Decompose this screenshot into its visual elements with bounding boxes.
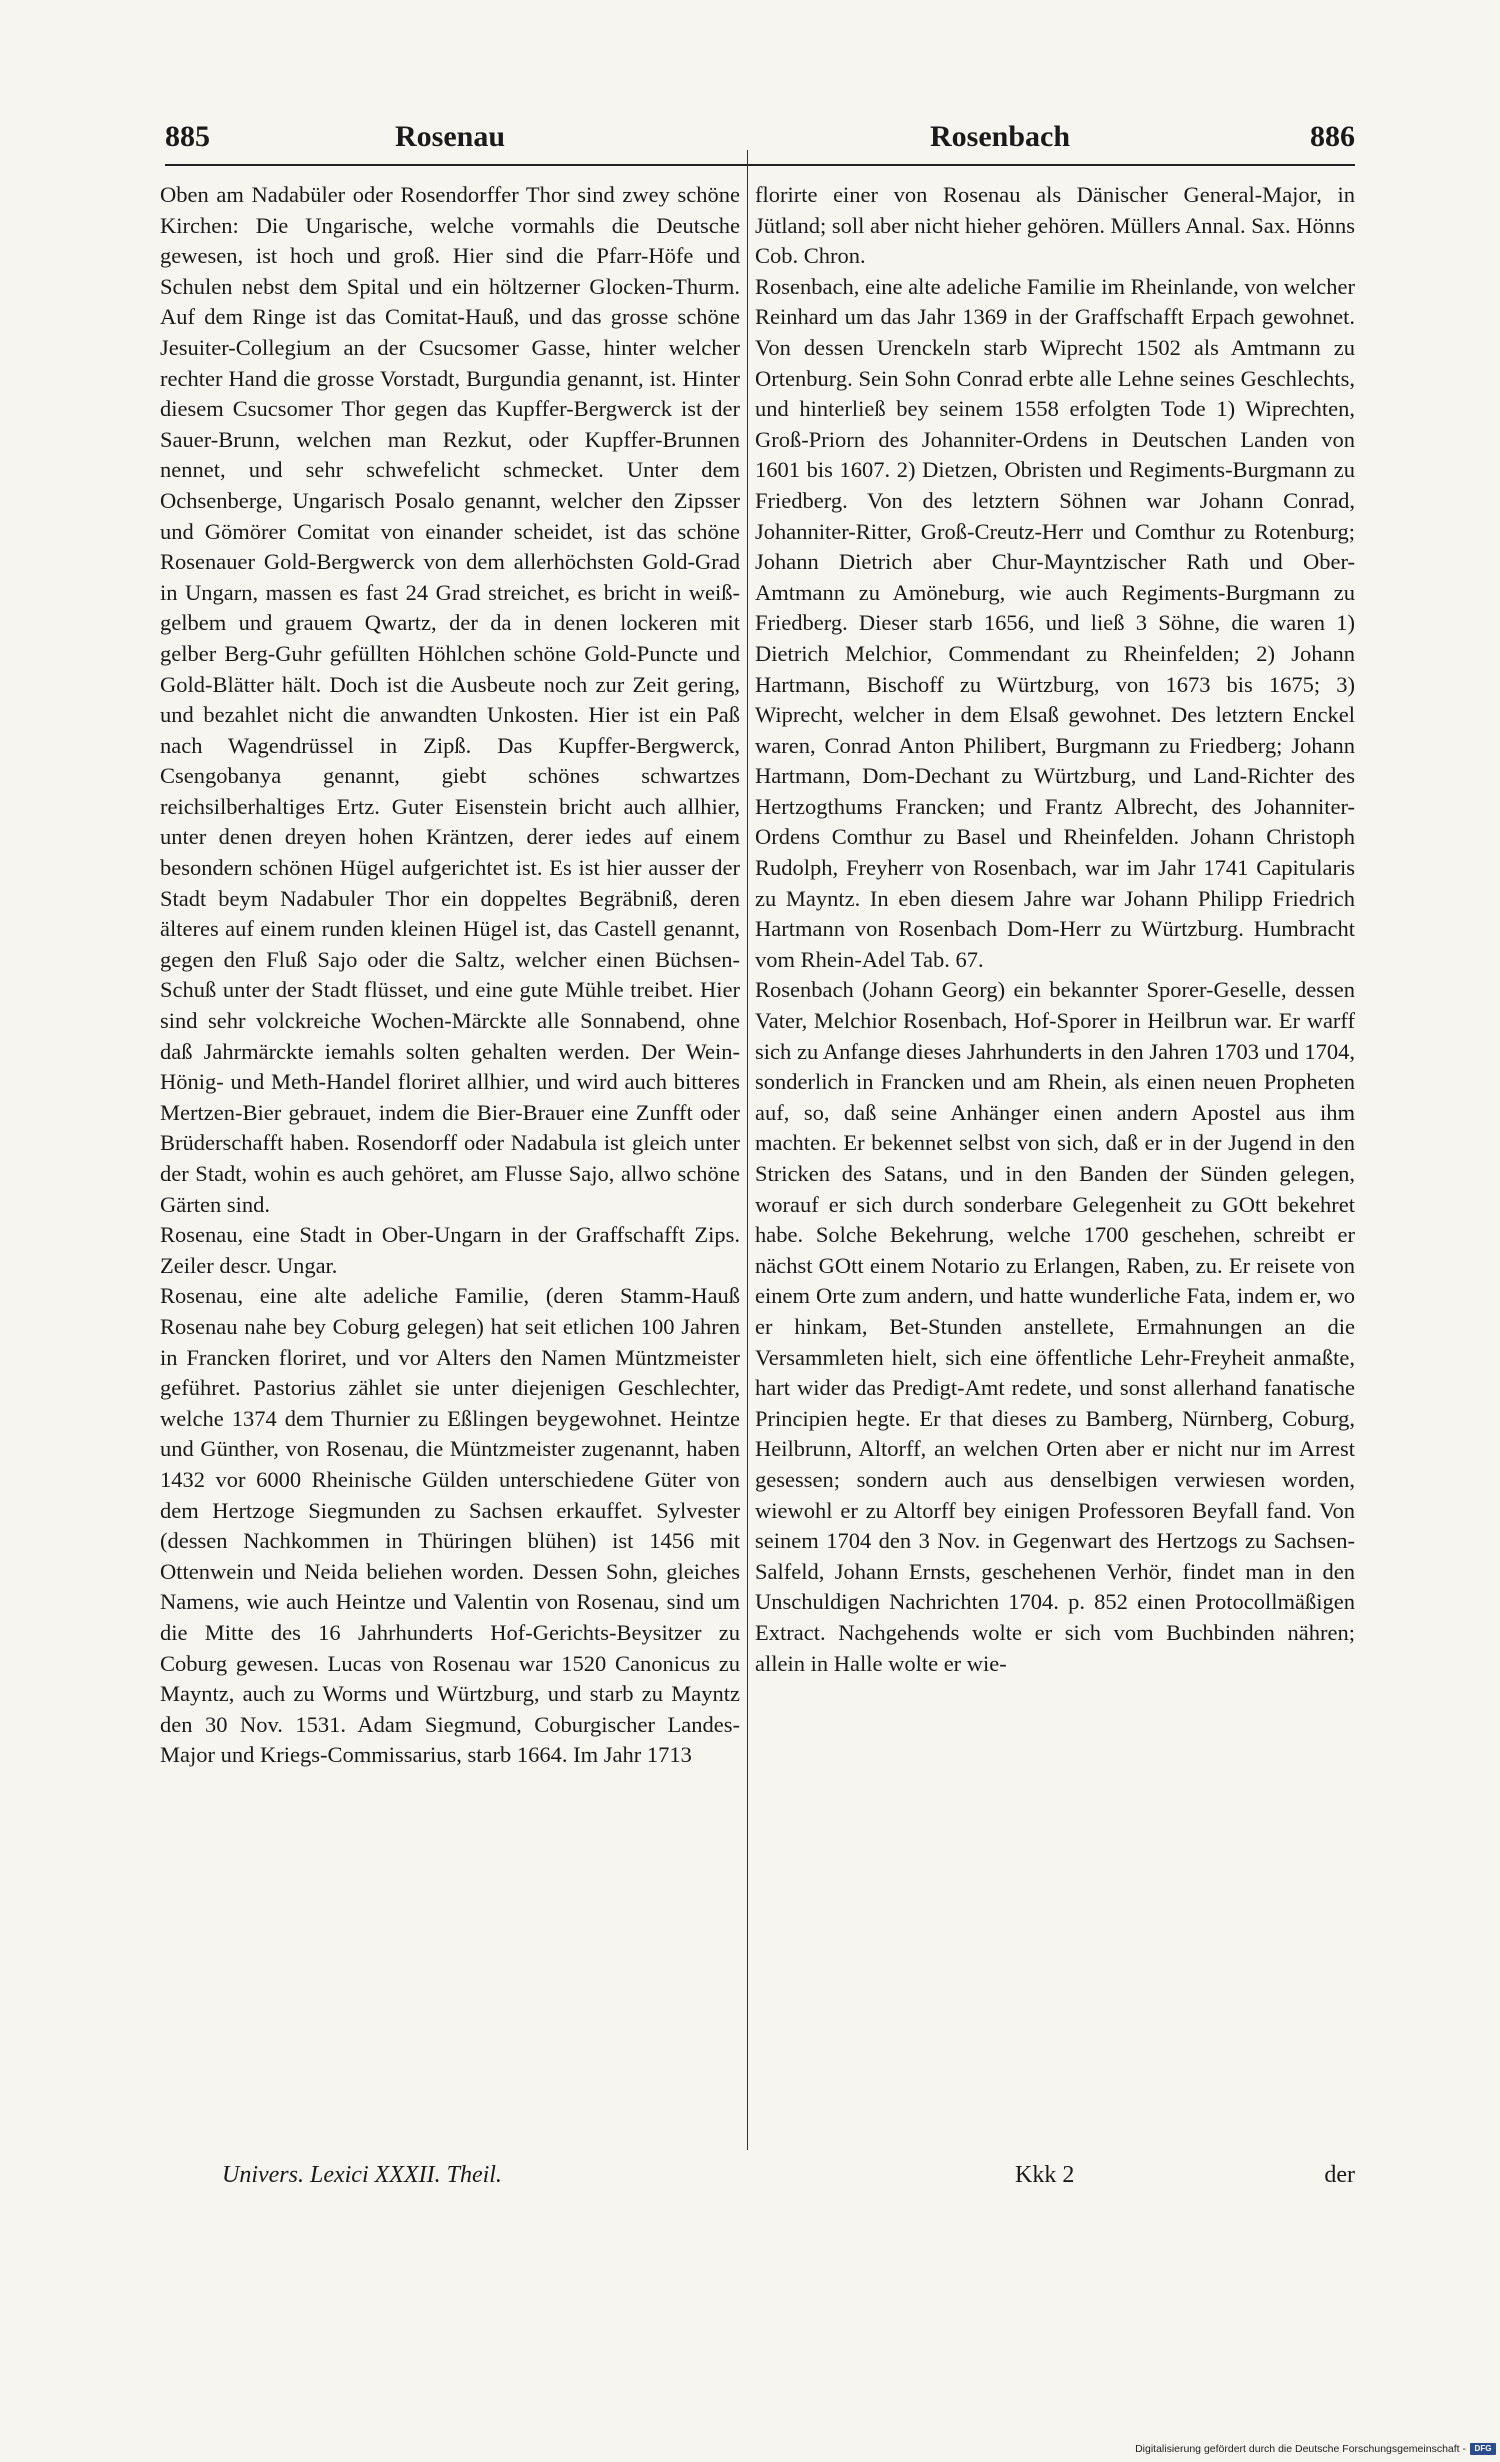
left-column — [160, 180, 740, 2160]
footer-volume-title: Univers. Lexici XXXII. Theil. — [222, 2162, 502, 2188]
left-paragraph-3: Rosenau, eine alte adeliche Familie, (deren Stamm-Hauß Rosenau nahe bey Coburg gelegen) hat seit etlichen 100 Jahren in Francken floriret, und vor Alters den Namen Müntzmeister geführet. Pastorius zählet sie unter diejenigen Geschlechter, welche 1374 dem Thurnier zu Eßlingen beygewohnet. Heintze und Günther, von Rosenau, die Müntzmeister zugenannt, haben 1432 vor 6000 Rheinische Gülden unterschiedene Güter von dem Hertzoge Siegmunden zu Sachsen erkauffet. Sylvester (dessen Nachkommen in Thüringen blühen) ist 1456 mit Ottenwein und Neida beliehen worden. Dessen Sohn, gleiches Namens, wie auch Heintze und Valentin von Rosenau, sind um die Mitte des 16 Jahrhunderts Hof-Gerichts-Beysitzer zu Coburg gewesen. Lucas von Rosenau war 1520 Canonicus zu Mayntz, auch zu Worms und Würtzburg, und starb zu Mayntz den 30 Nov. 1531. Adam Siegmund, Coburgischer Landes-Major und Kriegs-Commissarius, starb 1664. Im Jahr 1713 — [160, 1283, 740, 1768]
right-paragraph-1: florirte einer von Rosenau als Dänischer General-Major, in Jütland; soll aber nicht hieher gehören. Müllers Annal. Sax. Hönns Cob. Chron. — [755, 182, 1355, 269]
running-headword-right: Rosenbach — [930, 120, 1071, 153]
page-header — [165, 112, 1355, 172]
credit-text: Digitalisierung gefördert durch die Deutsche Forschungsgemeinschaft - — [1135, 2443, 1466, 2455]
right-column — [755, 180, 1355, 2160]
left-paragraph-2: Rosenau, eine Stadt in Ober-Ungarn in der Graffschafft Zips. Zeiler descr. Ungar. — [160, 1222, 740, 1278]
page-number-right: 886 — [1310, 120, 1355, 153]
page-number-left: 885 — [165, 120, 210, 153]
left-paragraph-1: Oben am Nadabüler oder Rosendorffer Thor sind zwey schöne Kirchen: Die Ungarische, welche vormahls die Deutsche gewesen, ist hoch und groß. Hier sind die Pfarr-Höfe und Schulen nebst dem Spital und ein höltzerner Glocken-Thurm. Auf dem Ringe ist das Comitat-Hauß, und das grosse schöne Jesuiter-Collegium an der Csucsomer Gasse, hinter welcher rechter Hand die grosse Vorstadt, Burgundia genannt, ist. Hinter diesem Csucsomer Thor gegen das Kupffer-Bergwerck ist der Sauer-Brunn, welchen man Rezkut, oder Kupffer-Brunnen nennet, und sehr schwefelicht schmecket. Unter dem Ochsenberge, Ungarisch Posalo genannt, welcher den Zipsser und Gömörer Comitat von einander scheidet, ist das schöne Rosenauer Gold-Bergwerck von dem allerhöchsten Gold-Grad in Ungarn, massen es fast 24 Grad streichet, es bricht in weiß-gelbem und grauem Qwartz, der da in denen lockeren mit gelber Berg-Guhr gefüllten Höhlchen schöne Gold-Puncte und Gold-Blätter hält. Doch ist die Ausbeute noch zur Zeit gering, und bezahlet nicht die anwandten Unkosten. Hier ist ein Paß nach Wagendrüssel in Zipß. Das Kupffer-Bergwerck, Csengobanya genannt, giebt schönes schwartzes reichsilberhaltiges Ertz. Guter Eisenstein bricht auch allhier, unter denen dreyen hohen Kräntzen, derer iedes auf einem besondern schönen Hügel aufgerichtet ist. Es ist hier ausser der Stadt beym Nadabuler Thor ein doppeltes Begräbniß, deren älteres auf einem runden kleinen Hügel ist, das Castell genannt, gegen den Fluß Sajo oder die Saltz, welcher einen Büchsen-Schuß unter der Stadt flüsset, und eine gute Mühle treibet. Hier sind sehr volckreiche Wochen-Märckte alle Sonnabend, ohne daß Jahrmärckte iemahls solten gehalten werden. Der Wein-Hönig- und Meth-Handel floriret allhier, und wird auch bitteres Mertzen-Bier gebrauet, indem die Bier-Brauer eine Zunfft oder Brüderschafft haben. Rosendorff oder Nadabula ist gleich unter der Stadt, wohin es auch gehöret, am Flusse Sajo, allwo schöne Gärten sind. — [160, 182, 740, 1217]
digitization-credit — [1135, 2442, 1496, 2456]
right-paragraph-2: Rosenbach, eine alte adeliche Familie im Rheinlande, von welcher Reinhard um das Jahr 1369 in der Graffschafft Erpach gewohnet. Von dessen Urenckeln starb Wiprecht 1502 als Amtmann zu Ortenburg. Sein Sohn Conrad erbte alle Lehne seines Geschlechts, und hinterließ bey seinem 1558 erfolgten Tode 1) Wiprechten, Groß-Priorn des Johanniter-Ordens in Deutschen Landen von 1601 bis 1607. 2) Dietzen, Obristen und Regiments-Burgmann zu Friedberg. Von des letztern Söhnen war Johann Conrad, Johanniter-Ritter, Groß-Creutz-Herr und Comthur zu Rotenburg; Johann Dietrich aber Chur-Mayntzischer Rath und Ober-Amtmann zu Amöneburg, wie auch Regiments-Burgmann zu Friedberg. Dieser starb 1656, und ließ 3 Söhne, die waren 1) Dietrich Melchior, Commendant zu Rheinfelden; 2) Johann Hartmann, Bischoff zu Würtzburg, von 1673 bis 1675; 3) Wiprecht, welcher in dem Elsaß gewohnet. Des letztern Enckel waren, Conrad Anton Philibert, Burgmann zu Friedberg; Johann Hartmann, Dom-Dechant zu Würtzburg, und Land-Richter des Hertzogthums Francken; und Frantz Albrecht, des Johanniter-Ordens Comthur zu Basel und Rheinfelden. Johann Christoph Rudolph, Freyherr von Rosenbach, war im Jahr 1741 Capitularis zu Mayntz. In eben diesem Jahre war Johann Philipp Friedrich Hartmann von Rosenbach Dom-Herr zu Würtzburg. Humbracht vom Rhein-Adel Tab. 67. — [755, 273, 1355, 972]
right-paragraph-3: Rosenbach (Johann Georg) ein bekannter Sporer-Geselle, dessen Vater, Melchior Rosenbach, Hof-Sporer in Heilbrun war. Er warff sich zu Anfange dieses Jahrhunderts in den Jahren 1703 und 1704, sonderlich in Francken und am Rhein, als einen neuen Propheten auf, so, daß seine Anhänger einen andern Apostel aus ihm machten. Er bekennet selbst von sich, daß er in der Jugend in den Stricken des Satans, und in den Banden der Sünden gelegen, worauf er sich durch sonderbare Gelegenheit zu GOtt bekehret habe. Solche Bekehrung, welche 1700 geschehen, schreibt er nächst GOtt einem Notario zu Erlangen, Raben, zu. Er reisete von einem Orte zum andern, und hatte wunderliche Fata, indem er, wo er hinkam, Bet-Stunden anstellete, Ermahnungen an die Versammleten hielt, sich eine öffentliche Lehr-Freyheit anmaßte, hart wider das Predigt-Amt redete, und sonst allerhand fanatische Principien hegte. Er that dieses zu Bamberg, Nürnberg, Coburg, Heilbrunn, Altorff, an welchen Orten aber er nicht nur im Arrest gesessen; sondern auch aus denselbigen verwiesen worden, wiewohl er zu Altorff bey einigen Professoren Beyfall fand. Von seinem 1704 den 3 Nov. in Gegenwart des Hertzogs zu Sachsen-Salfeld, Johann Ernsts, geschehenen Verhör, findet man in den Unschuldigen Nachrichten 1704. p. 852 einen Protocollmäßigen Extract. Nachgehends wolte er sich vom Buchbinden nähren; allein in Halle wolte er wie- — [755, 977, 1355, 1676]
dfg-logo: DFG — [1470, 2443, 1496, 2455]
catchword: der — [1324, 2162, 1355, 2188]
page-footer — [160, 2162, 1355, 2202]
running-headword-left: Rosenau — [395, 120, 506, 153]
column-divider — [747, 150, 748, 2150]
signature-mark: Kkk 2 — [1015, 2162, 1075, 2188]
header-rule — [165, 164, 1355, 166]
